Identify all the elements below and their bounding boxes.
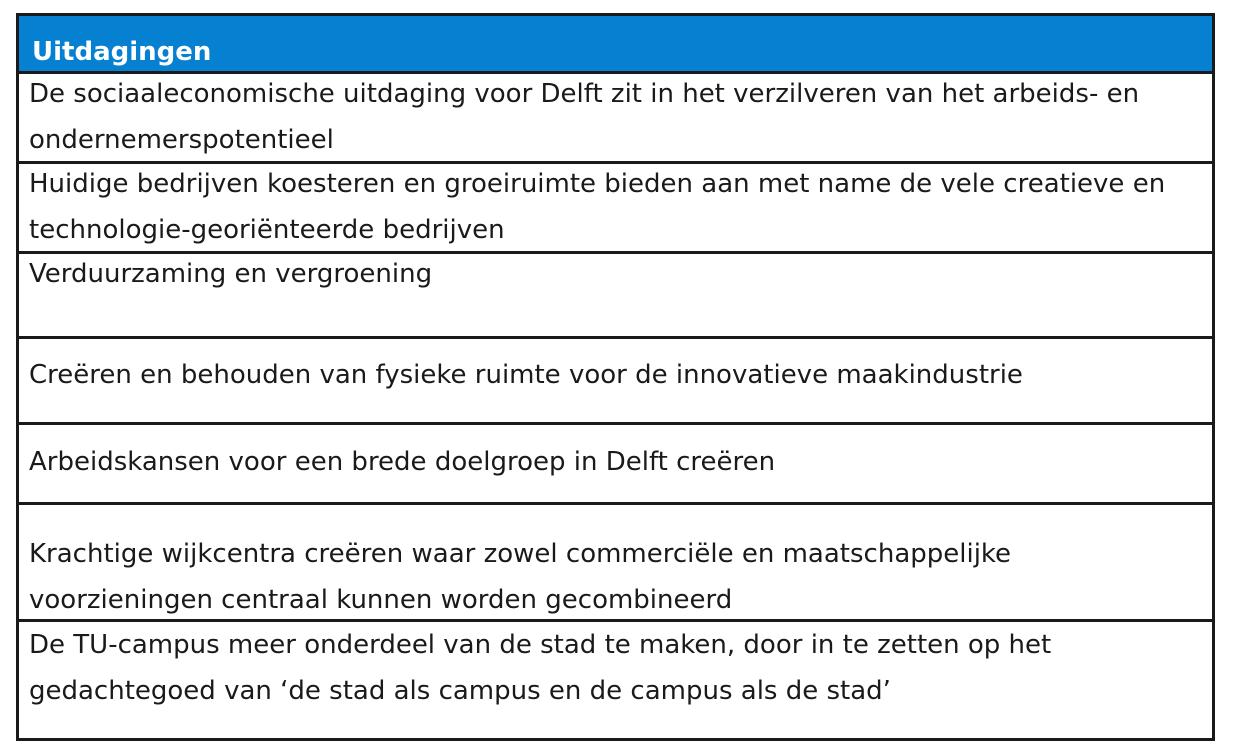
table-cell: Arbeidskansen voor een brede doelgroep in Delft creëren xyxy=(29,447,776,477)
table-row xyxy=(19,339,1212,425)
challenges-table xyxy=(16,13,1215,741)
table-cell: Krachtige wijkcentra creëren waar zowel commerciële en maatschappelijke voorzieningen centraal kunnen worden gecombineerd xyxy=(29,539,1012,615)
table-cell: Huidige bedrijven koesteren en groeiruimte bieden aan met name de vele creatieve en technologie-georiënteerde bedrijven xyxy=(29,169,1166,245)
table-cell: Verduurzaming en vergroening xyxy=(29,259,433,289)
table-title: Uitdagingen xyxy=(32,37,212,67)
table-row xyxy=(19,254,1212,339)
table-row xyxy=(19,74,1212,164)
table-cell: Creëren en behouden van fysieke ruimte voor de innovatieve maakindustrie xyxy=(29,360,1023,390)
table-cell: De TU-campus meer onderdeel van de stad te maken, door in te zetten op het gedachtegoed van ‘de stad als campus en de campus als de stad’ xyxy=(29,630,1052,706)
table-row xyxy=(19,425,1212,505)
table-row xyxy=(19,622,1212,738)
table-row xyxy=(19,505,1212,622)
table-cell: De sociaaleconomische uitdaging voor Delft zit in het verzilveren van het arbeids- en ondernemerspotentieel xyxy=(29,79,1140,155)
table-header xyxy=(19,16,1212,74)
table-row xyxy=(19,164,1212,254)
